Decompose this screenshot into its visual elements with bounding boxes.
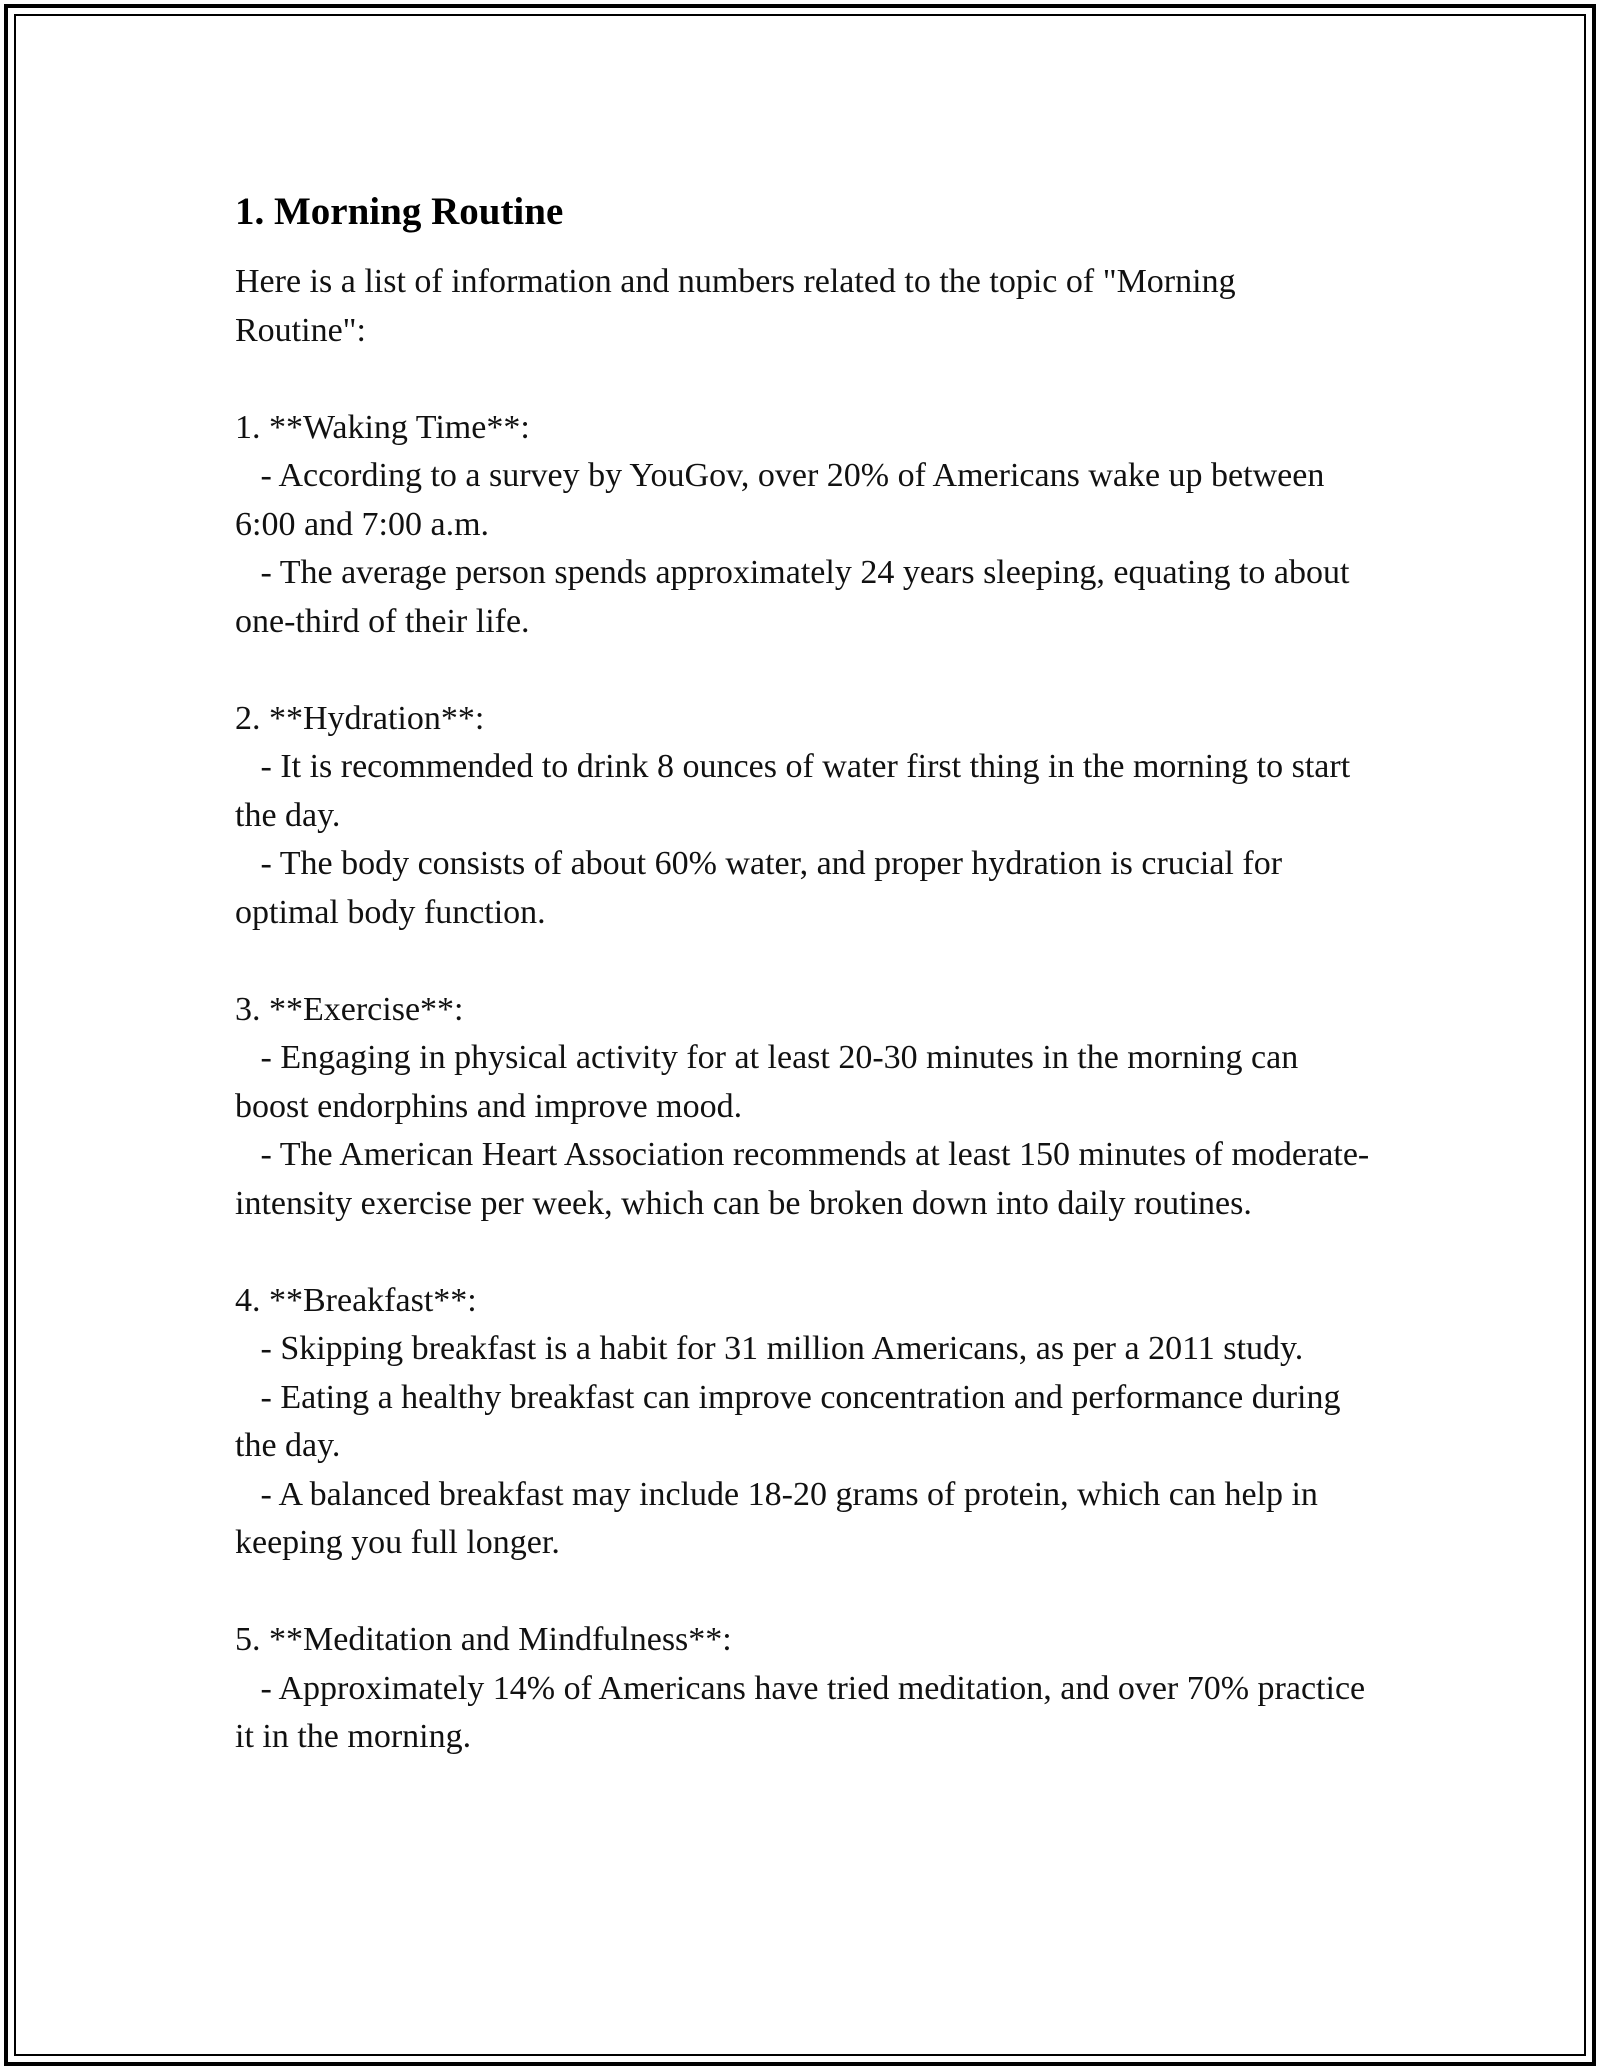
section-heading: 5. **Meditation and Mindfulness**:: [235, 1621, 732, 1658]
section-heading: 1. **Waking Time**:: [235, 408, 530, 446]
document-title: 1. Morning Routine: [235, 190, 564, 233]
section-breakfast: [235, 1277, 1375, 1568]
bullet-item: - A balanced breakfast may include 18-20 grams of protein, which can help in keeping you full longer.: [235, 1475, 1327, 1561]
bullet-item: - Approximately 14% of Americans have tried meditation, and over 70% practice it in the morning.: [235, 1669, 1374, 1755]
intro-paragraph: Here is a list of information and numbers related to the topic of "Morning Routine":: [235, 263, 1236, 349]
section-waking-time: [235, 404, 1375, 647]
bullet-item: - The body consists of about 60% water, and proper hydration is crucial for optimal body function.: [235, 845, 1291, 931]
section-heading: 4. **Breakfast**:: [235, 1281, 477, 1319]
bullet-item: - The average person spends approximately 24 years sleeping, equating to about one-third of their life.: [235, 554, 1358, 640]
section-hydration: [235, 695, 1375, 938]
section-exercise: [235, 986, 1375, 1229]
bullet-item: - Engaging in physical activity for at least 20-30 minutes in the morning can boost endorphins and improve mood.: [235, 1039, 1307, 1125]
bullet-item: - Eating a healthy breakfast can improve concentration and performance during the day.: [235, 1378, 1349, 1464]
bullet-item: - It is recommended to drink 8 ounces of water first thing in the morning to start the day.: [235, 748, 1359, 834]
section-heading: 3. **Exercise**:: [235, 990, 464, 1028]
bullet-item: - The American Heart Association recommends at least 150 minutes of moderate-intensity exercise per week, which can be broken down into daily routines.: [235, 1136, 1370, 1222]
document-body: [235, 186, 1375, 1810]
section-meditation: [235, 1616, 1375, 1762]
section-heading: 2. **Hydration**:: [235, 699, 485, 737]
bullet-item: - Skipping breakfast is a habit for 31 million Americans, as per a 2011 study.: [235, 1330, 1304, 1367]
bullet-item: - According to a survey by YouGov, over 20% of Americans wake up between 6:00 and 7:00 a.m.: [235, 457, 1333, 543]
